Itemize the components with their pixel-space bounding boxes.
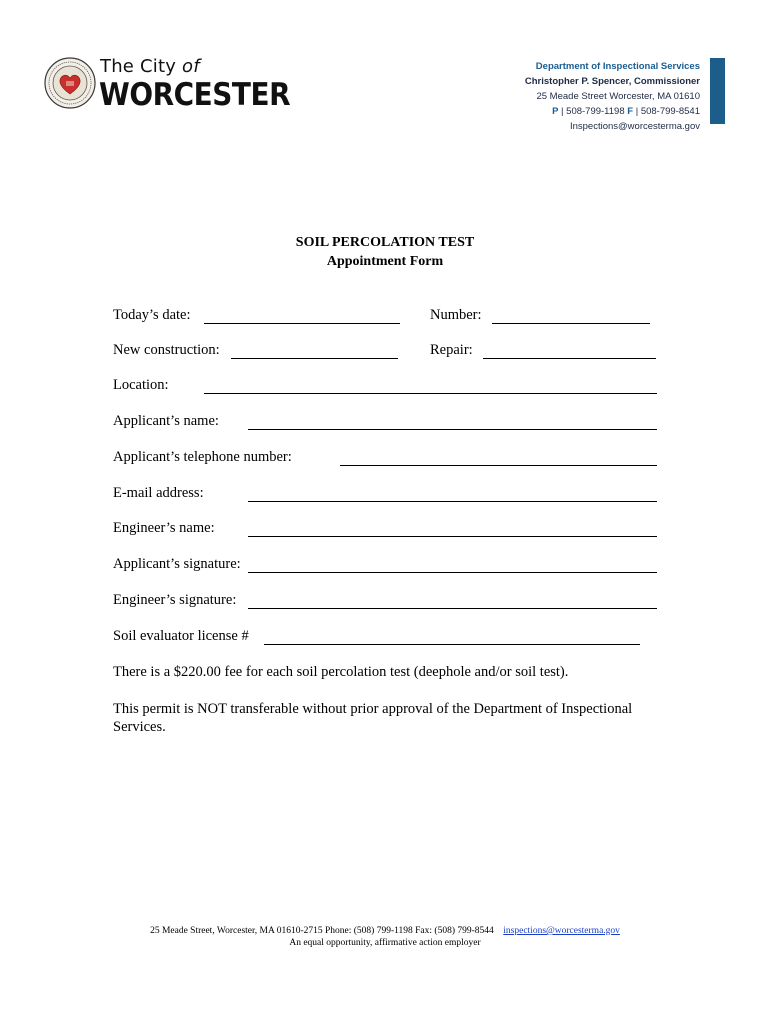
applicant-signature-label: Applicant’s signature: (113, 556, 241, 572)
applicant-name-label: Applicant’s name: (113, 413, 219, 429)
department-block (525, 59, 700, 134)
department-email[interactable]: Inspections@worcesterma.gov (569, 121, 700, 132)
row-email (0, 485, 770, 505)
row-applicant-signature (0, 556, 770, 576)
row-location (0, 377, 770, 397)
logo-the-city: The City (100, 56, 177, 77)
fax-number: 508-799-8541 (640, 106, 700, 117)
logo-text-the-city (100, 56, 200, 77)
footer-address: 25 Meade Street, Worcester, MA 01610-2715 Phone: (508) 799-1198 Fax: (508) 799-8544 (150, 926, 494, 936)
department-address: 25 Meade Street Worcester, MA 01610 (536, 91, 700, 102)
engineer-name-label: Engineer’s name: (113, 520, 215, 536)
fee-note: There is a $220.00 fee for each soil percolation test (deephole and/or soil test). (113, 664, 569, 680)
todays-date-field[interactable] (204, 323, 400, 324)
engineer-name-field[interactable] (248, 536, 657, 537)
applicant-name-field[interactable] (248, 429, 657, 430)
logo-worcester: WORCESTER (99, 77, 291, 113)
number-label: Number: (430, 307, 482, 323)
location-field[interactable] (204, 393, 657, 394)
applicant-phone-label: Applicant’s telephone number: (113, 449, 292, 465)
email-label: E-mail address: (113, 485, 204, 501)
footer (0, 925, 770, 949)
form-title: SOIL PERCOLATION TEST (295, 235, 475, 250)
new-construction-field[interactable] (231, 358, 398, 359)
row-engineer-name (0, 520, 770, 540)
applicant-phone-field[interactable] (340, 465, 657, 466)
form-subtitle: Appointment Form (326, 254, 444, 269)
location-label: Location: (113, 377, 169, 393)
engineer-signature-field[interactable] (248, 608, 657, 609)
phone-number: 508-799-1198 (566, 106, 625, 117)
commissioner-name: Christopher P. Spencer, Commissioner (524, 76, 700, 87)
row-applicant-phone (0, 449, 770, 469)
department-name: Department of Inspectional Services (535, 61, 700, 72)
new-construction-label: New construction: (113, 342, 220, 358)
fax-label: F (627, 106, 634, 117)
soil-license-field[interactable] (264, 644, 640, 645)
city-seal-icon (44, 57, 96, 109)
repair-label: Repair: (430, 342, 473, 358)
logo-of: of (182, 56, 200, 77)
row-construction-repair (0, 342, 770, 362)
row-engineer-signature (0, 592, 770, 612)
repair-field[interactable] (483, 358, 656, 359)
permit-note: This permit is NOT transferable without prior approval of the Department of Inspectional Services. (113, 701, 633, 735)
footer-line-1 (0, 925, 770, 937)
applicant-signature-field[interactable] (248, 572, 657, 573)
soil-license-label: Soil evaluator license # (113, 628, 249, 644)
row-applicant-name (0, 413, 770, 433)
row-date-number (0, 307, 770, 327)
number-field[interactable] (492, 323, 650, 324)
row-soil-license (0, 628, 770, 648)
engineer-signature-label: Engineer’s signature: (113, 592, 237, 608)
footer-email-link[interactable]: inspections@worcesterma.gov (503, 926, 620, 936)
phone-label: P (552, 106, 559, 117)
department-phone-fax: P | 508-799-1198 F | 508-799-8541 (552, 106, 700, 117)
accent-bar (710, 58, 725, 124)
todays-date-label: Today’s date: (113, 307, 191, 323)
email-field[interactable] (248, 501, 657, 502)
footer-employer-note: An equal opportunity, affirmative action employer (289, 938, 481, 948)
